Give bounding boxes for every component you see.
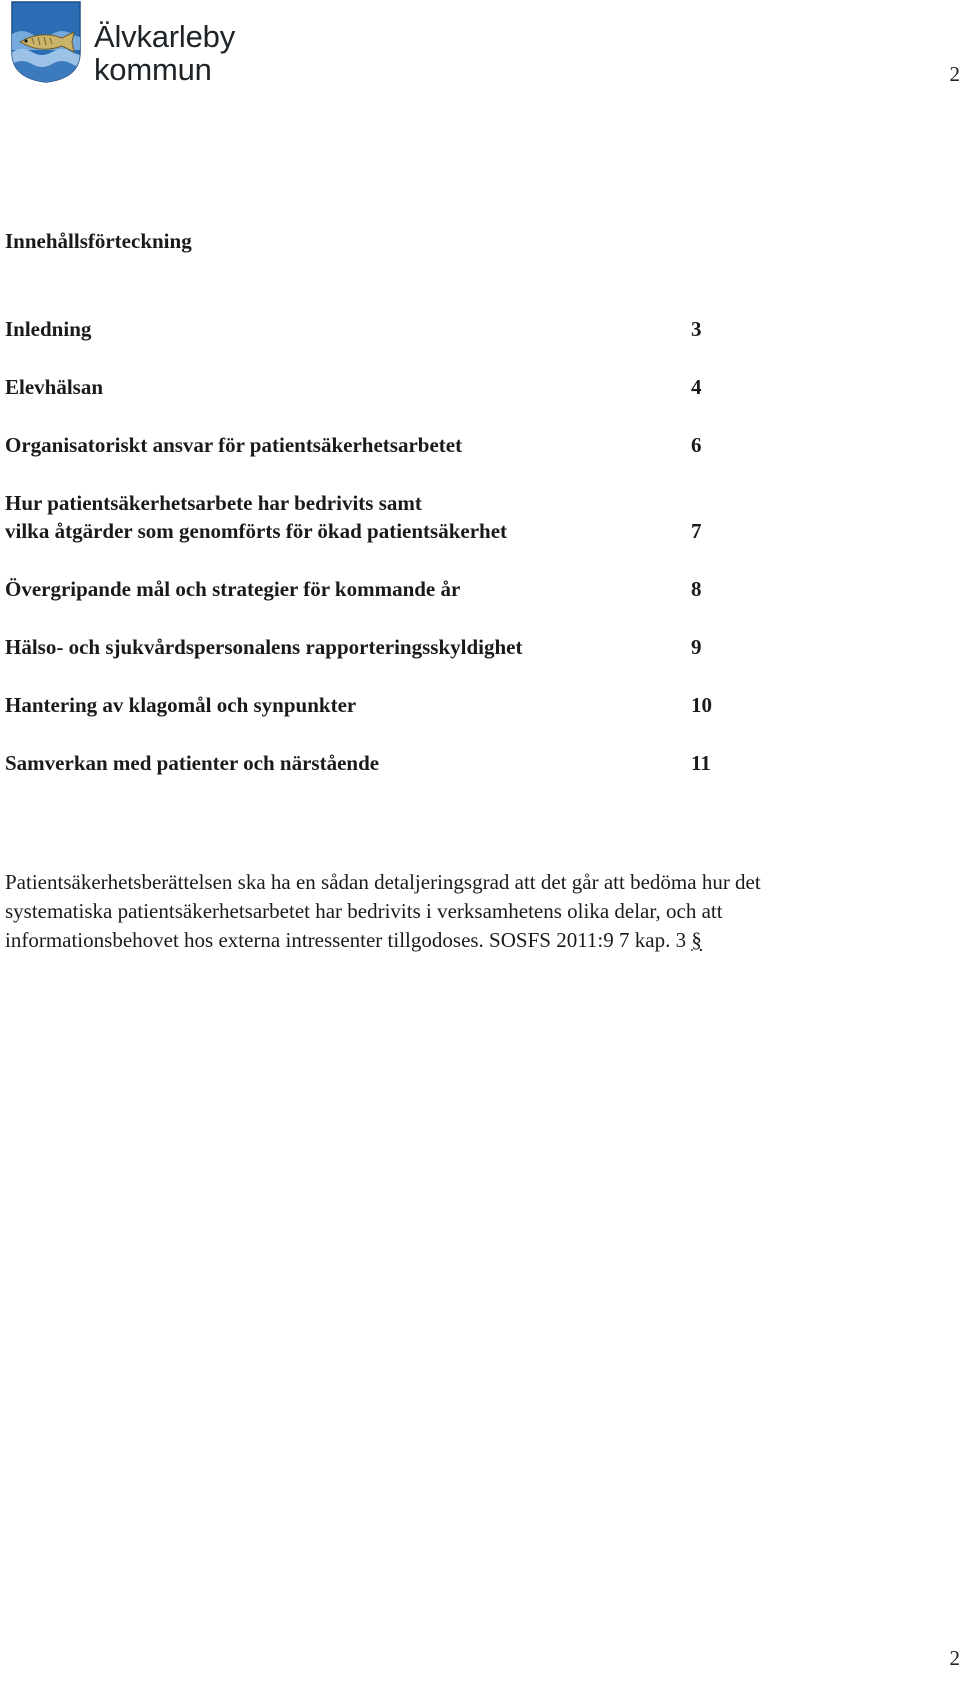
section-sign: § [691, 928, 702, 952]
note-line-3-text: informationsbehovet hos externa intressenter tillgodoses. SOSFS 2011:9 7 kap. 3 [5, 928, 687, 952]
toc-entry-overgripande-mal[interactable] [5, 575, 721, 603]
toc-entry-inledning[interactable] [5, 315, 721, 343]
coat-of-arms-icon [10, 0, 82, 84]
toc-entry-page: 9 [691, 635, 702, 659]
toc-entry-klagomal[interactable] [5, 691, 721, 719]
toc-title: Innehållsförteckning [5, 229, 192, 253]
footer-page-number: 2 [949, 1646, 960, 1670]
toc-entry-organisatoriskt-ansvar[interactable] [5, 431, 721, 459]
toc-entry-page: 7 [691, 519, 702, 543]
toc-entry-page: 11 [691, 751, 711, 775]
note-line-2: systematiska patientsäkerhetsarbetet har bedrivits i verksamhetens olika delar, och att [5, 899, 723, 923]
toc-entry-page: 6 [691, 433, 702, 457]
toc-entry-samverkan[interactable] [5, 749, 721, 777]
toc-entry-rapporteringsskyldighet[interactable] [5, 633, 721, 661]
toc-entry-label-line-2: vilka åtgärder som genomförts för ökad patientsäkerhet [5, 519, 508, 543]
note-line-1: Patientsäkerhetsberättelsen ska ha en sådan detaljeringsgrad att det går att bedöma hur det [5, 870, 761, 894]
toc-entry-label [5, 489, 507, 545]
logo-line-2: kommun [94, 52, 212, 87]
toc-entry-page: 3 [691, 317, 702, 341]
toc-entry-label: Hälso- och sjukvårdspersonalens rapporteringsskyldighet [5, 635, 523, 659]
toc-entry-label-line-1: Hur patientsäkerhetsarbete har bedrivits samt [5, 491, 422, 515]
toc-entry-label: Organisatoriskt ansvar för patientsäkerhetsarbetet [5, 433, 463, 457]
toc-entry-hur-patientsakerhetsarbete[interactable] [5, 489, 721, 545]
header-page-number: 2 [949, 62, 960, 86]
regulation-note [5, 868, 945, 955]
logo-wordmark [94, 20, 235, 86]
toc-entry-label: Inledning [5, 317, 92, 341]
toc-entry-label: Övergripande mål och strategier för kommande år [5, 577, 461, 601]
note-line-3 [5, 926, 945, 955]
toc-entry-elevhalsan[interactable] [5, 373, 721, 401]
toc-entry-page: 10 [691, 693, 712, 717]
toc-entry-label: Hantering av klagomål och synpunkter [5, 693, 357, 717]
toc-entry-label: Elevhälsan [5, 375, 104, 399]
municipality-logo [10, 0, 235, 86]
toc-entry-label: Samverkan med patienter och närstående [5, 751, 380, 775]
logo-line-1: Älvkarleby [94, 19, 235, 54]
toc-entry-page: 8 [691, 577, 702, 601]
toc-entry-page: 4 [691, 375, 702, 399]
table-of-contents [5, 315, 721, 807]
